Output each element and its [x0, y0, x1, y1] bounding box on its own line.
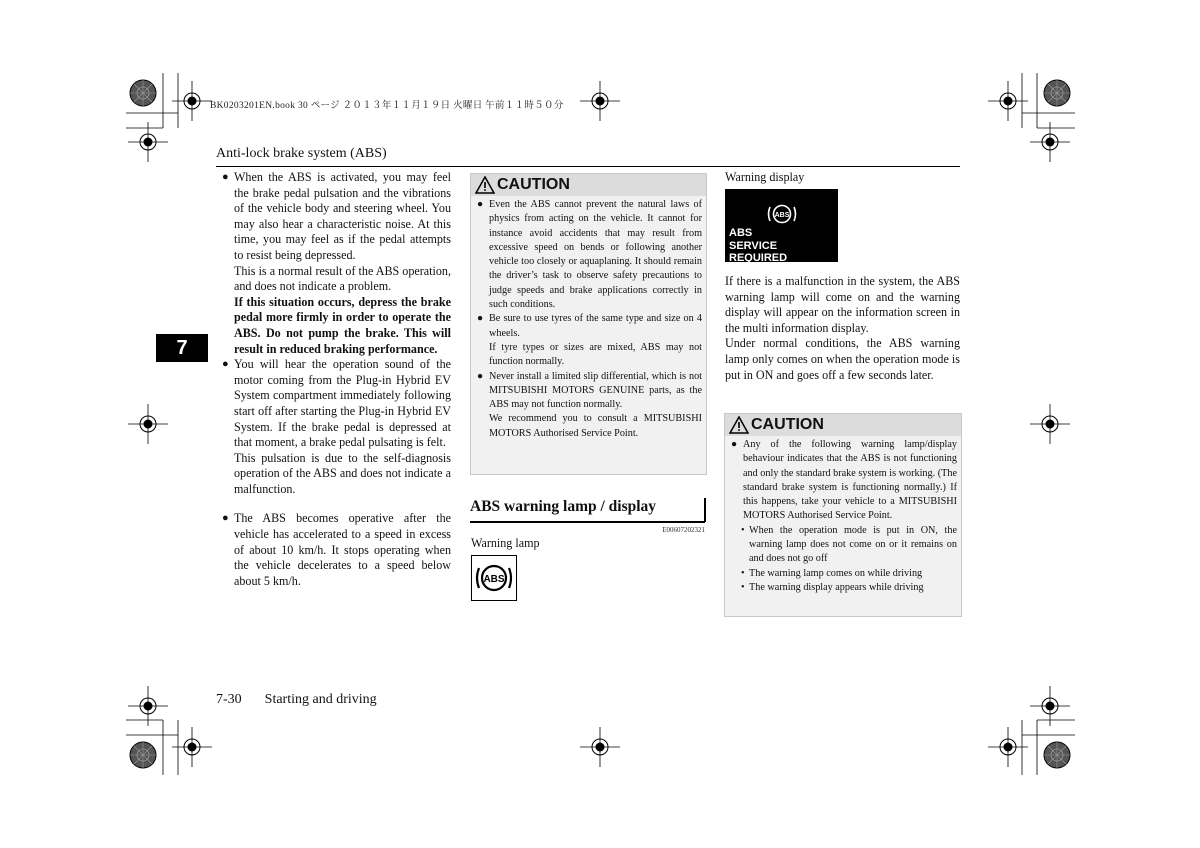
sub-bullet-icon: •	[741, 581, 745, 593]
sub-list-item	[731, 581, 957, 595]
caution-text: Even the ABS cannot prevent the natural laws of physics from acting on the vehicle. It cannot for instance avoid accidents that may result from excessive speed on bends or following another vehicle too closely or aquaplaning. It should remain the driver’s task to observe safety precautions to judge speeds and brake applications correctly in such conditions.	[489, 199, 702, 311]
color-wheel-icon	[1044, 742, 1070, 768]
caution-text: If tyre types or sizes are mixed, ABS may not function normally.	[489, 341, 702, 368]
warning-display-label: Warning display	[725, 170, 805, 184]
display-line: SERVICE REQUIRED	[729, 239, 788, 264]
list-item	[222, 357, 451, 497]
caution-header	[471, 174, 706, 196]
sub-bullet-icon: •	[741, 567, 745, 579]
list-item	[222, 511, 451, 589]
paragraph: Under normal conditions, the ABS warning lamp only comes on when the operation mode is put in ON and goes off a few seconds later.	[725, 336, 960, 382]
bullet-icon: ●	[477, 370, 484, 382]
chapter-tab: 7	[156, 334, 208, 362]
caution-title: CAUTION	[497, 176, 570, 193]
abs-warning-lamp-icon	[472, 556, 516, 600]
bullet-icon: ●	[222, 358, 229, 371]
abs-warning-lamp	[471, 555, 517, 601]
caution-triangle-icon	[729, 416, 749, 434]
column-right	[725, 274, 960, 383]
reference-code: E00607202321	[662, 526, 705, 534]
list-item	[477, 370, 702, 441]
section-rule	[704, 498, 706, 522]
paragraph: The ABS becomes operative after the vehicle has accelerated to a speed in excess of about 10 km/h. It stops operating when the vehicle decelerates to a speed below about 5 km/h.	[234, 511, 451, 588]
color-wheel-icon	[130, 80, 156, 106]
color-wheel-icon	[1044, 80, 1070, 106]
caution-text: Be sure to use tyres of the same type and size on 4 wheels.	[489, 313, 702, 339]
caution-text: The warning lamp comes on while driving	[749, 567, 923, 579]
bullet-icon: ●	[222, 171, 229, 183]
caution-box	[724, 413, 962, 617]
section-rule	[470, 521, 705, 523]
warning-lamp-label: Warning lamp	[471, 536, 540, 550]
page-footer	[216, 692, 377, 708]
caution-title: CAUTION	[751, 416, 824, 433]
list-item	[222, 170, 451, 357]
section-heading: ABS warning lamp / display	[470, 498, 657, 515]
paragraph: This is a normal result of the ABS operation, and does not indicate a problem.	[234, 263, 451, 294]
registration-mark-icon	[580, 81, 620, 121]
caution-text: Any of the following warning lamp/display behaviour indicates that the ABS is not functioning and only the standard brake system is working. (The standard brake system is functioning normally.) If this happens, take your vehicle to a MITSUBISHI MOTORS Authorised Service Point.	[743, 439, 957, 522]
running-header: Anti-lock brake system (ABS)	[216, 146, 387, 161]
color-wheel-icon	[130, 742, 156, 768]
caution-text: When the operation mode is put in ON, the warning lamp does not come on or it remains on and does not go off	[749, 524, 957, 565]
list-item	[731, 438, 957, 524]
caution-body	[471, 196, 706, 443]
caution-text: Never install a limited slip differential, which is not MITSUBISHI MOTORS GENUINE parts, as the ABS may not function normally.	[489, 370, 702, 411]
display-line: ABS	[729, 227, 753, 239]
bullet-icon: ●	[477, 199, 484, 210]
sub-list-item	[731, 567, 957, 581]
caution-box	[470, 173, 707, 475]
paragraph: If there is a malfunction in the system, the ABS warning lamp will come on and the warning display will appear on the information screen in the multi information display.	[725, 274, 960, 335]
paragraph: You will hear the operation sound of the motor coming from the Plug-in Hybrid EV System compartment immediately following start off after starting the Plug-in Hybrid EV System. If the brake pedal is depressed at that moment, a brake pedal pulsating is felt.	[234, 357, 451, 450]
display-icon-text: ABS	[774, 212, 790, 219]
caution-triangle-icon	[475, 176, 495, 194]
paragraph: When the ABS is activated, you may feel the brake pedal pulsation and the vibrations of the vehicle body and steering wheel. You may also hear a characteristic noise. At this time, you may feel as if the pedal attempts to resist being depressed.	[234, 170, 451, 262]
lamp-icon-text: ABS	[483, 574, 505, 585]
bullet-icon: ●	[222, 512, 229, 525]
list-item	[477, 198, 702, 312]
bullet-icon: ●	[731, 439, 738, 450]
print-meta-line: BK0203201EN.book 30 ページ ２０１３年１１月１９日 火曜日 午前１１時５０分	[210, 101, 564, 111]
paragraph-bold: If this situation occurs, depress the brake pedal more firmly in order to operate the ABS. Do not pump the brake. This will result in reduced braking performance.	[234, 294, 451, 356]
sub-list-item	[731, 524, 957, 567]
footer-section-name: Starting and driving	[264, 692, 377, 707]
abs-warning-display	[725, 189, 838, 262]
sub-bullet-icon: •	[741, 524, 745, 536]
paragraph: This pulsation is due to the self-diagnosis operation of the ABS and does not indicate a malfunction.	[234, 450, 451, 496]
caution-text: We recommend you to consult a MITSUBISHI MOTORS Authorised Service Point.	[489, 413, 702, 439]
caution-header	[725, 414, 961, 436]
registration-mark-icon	[128, 404, 168, 444]
list-item	[477, 312, 702, 369]
display-message	[729, 227, 838, 265]
caution-body	[725, 436, 961, 597]
page-number: 7-30	[216, 692, 242, 707]
header-rule	[216, 166, 960, 167]
registration-mark-icon	[580, 727, 620, 767]
registration-mark-icon	[1030, 404, 1070, 444]
column-left	[222, 170, 451, 589]
abs-display-icon	[765, 201, 799, 227]
caution-text: The warning display appears while driving	[749, 581, 924, 593]
bullet-icon: ●	[477, 313, 484, 325]
